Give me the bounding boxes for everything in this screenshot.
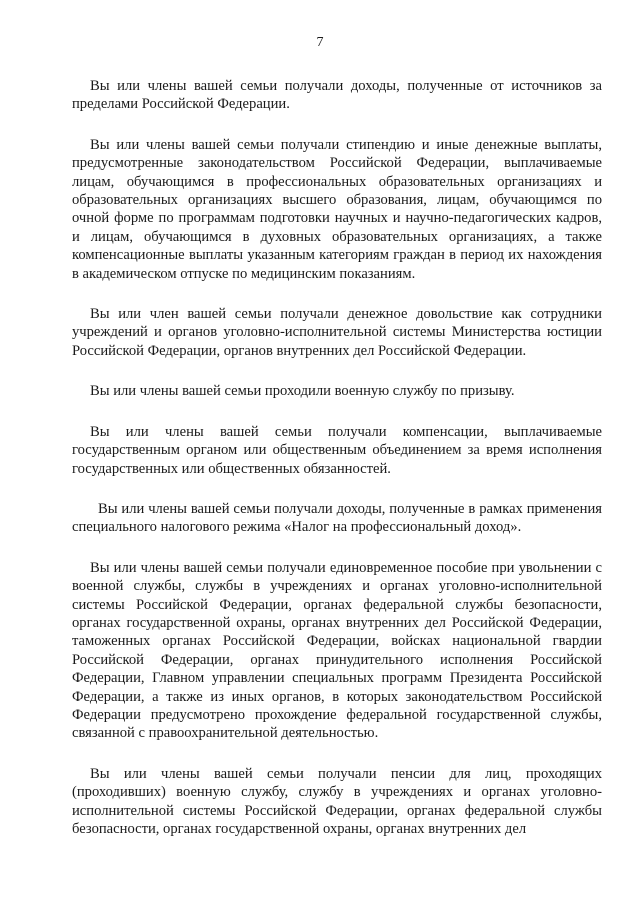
- document-body: [72, 77, 602, 860]
- page-number: 7: [316, 35, 324, 50]
- paragraph-severance-allowance: Вы или члены вашей семьи получали единовременное пособие при увольнении с военной службы, службы в учреждениях и органах уголовно-исполнительной системы Российской Федерации, органах федеральной службы безопасности, органах государственной охраны, органах внутренних дел Российской Федерации, таможенных органах Российской Федерации, войсках национальной гвардии Российской Федерации, органах принудительного исполнения Российской Федерации, Главном управлении специальных программ Президента Российской Федерации, а также из иных органов, в которых законодательством Российской Федерации предусмотрено прохождение федеральной государственной службы, связанной с правоохранительной деятельностью.: [72, 559, 602, 742]
- paragraph-foreign-income: Вы или члены вашей семьи получали доходы, полученные от источников за пределами Российской Федерации.: [72, 78, 602, 113]
- paragraph-professional-income-tax: Вы или члены вашей семьи получали доходы, полученные в рамках применения специального налогового режима «Налог на профессиональный доход».: [72, 500, 602, 536]
- paragraph-stipend: Вы или члены вашей семьи получали стипендию и иные денежные выплаты, предусмотренные законодательством Российской Федерации, выплачиваемые лицам, обучающимся в профессиональных образовательных организациях и образовательных организациях высшего образования, лицам, обучающимся по очной форме по программам подготовки научных и научно-педагогических кадров, и лицам, обучающимся в духовных образовательных организациях, а также компенсационные выплаты указанным категориям граждан в период их нахождения в академическом отпуске по медицинским показаниям.: [72, 136, 602, 282]
- paragraph-compensation: Вы или члены вашей семьи получали компенсации, выплачиваемые государственным органом или общественным объединением за время исполнения государственных или общественных обязанностей.: [72, 423, 602, 477]
- paragraph-monetary-allowance: Вы или член вашей семьи получали денежное довольствие как сотрудники учреждений и органов уголовно-исполнительной системы Министерства юстиции Российской Федерации, органов внутренних дел Российской Федерации.: [72, 306, 602, 359]
- paragraph-pensions: Вы или члены вашей семьи получали пенсии для лиц, проходящих (проходивших) военную службу, службу в учреждениях и органах уголовно-исполнительной системы Российской Федерации, органах федеральной службы безопасности, органах государственной охраны, органах внутренних дел: [72, 765, 602, 837]
- paragraph-military-service: Вы или члены вашей семьи проходили военную службу по призыву.: [90, 383, 515, 400]
